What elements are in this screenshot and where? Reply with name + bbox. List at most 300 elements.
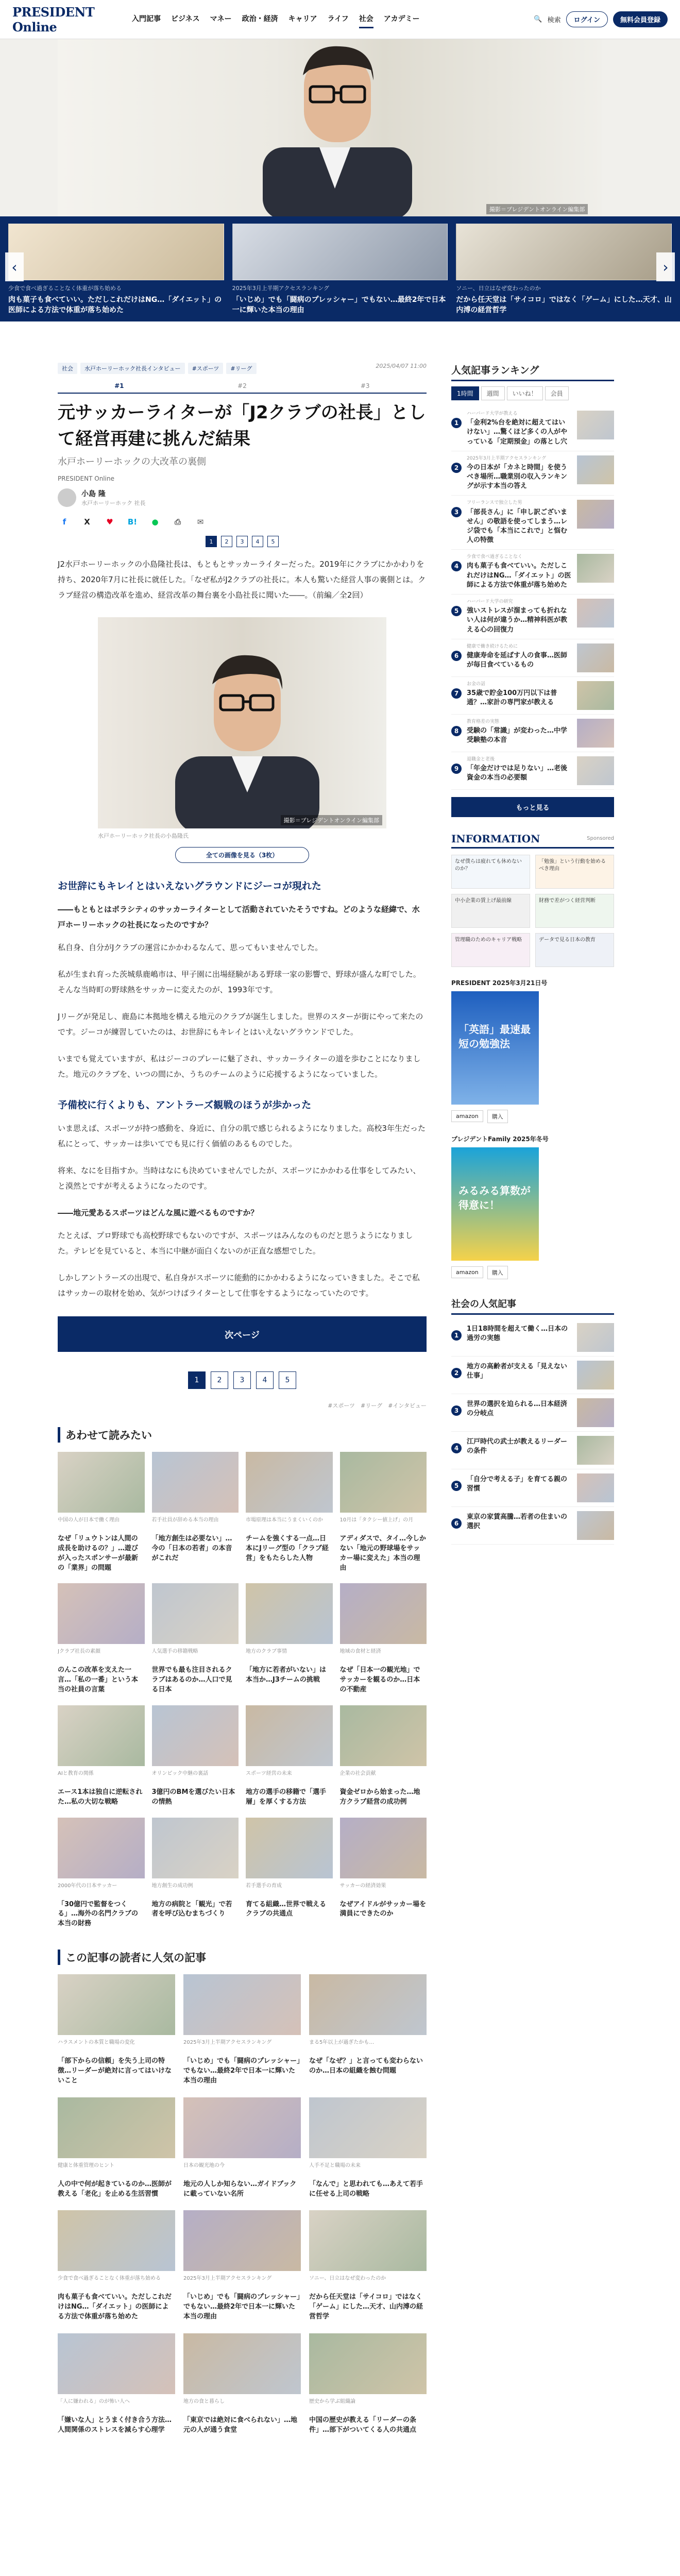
article-subtitle: 水戸ホーリーホックの大改革の裏側 — [58, 456, 206, 467]
social-ranking-title: 地方の高齢者が支える「見えない仕事」 — [467, 1362, 568, 1380]
popular-card[interactable] — [58, 1974, 175, 2086]
recommend-thumbnail — [58, 1583, 145, 1644]
recommend-card-title: 地方の選手の移籍で「選手層」を厚くする方法 — [246, 1788, 327, 1806]
figure-person-illustration — [98, 617, 386, 828]
page-link-4[interactable]: 4 — [252, 536, 263, 547]
all-images-button[interactable]: 全ての画像を見る（3枚） — [175, 847, 309, 863]
recommend-card-title: 「地方創生は必要ない」…今の「日本の若者」の本音がこれだ — [151, 1535, 232, 1562]
magazine-label: PRESIDENT 2025年3月21日号 — [451, 979, 548, 987]
recommend-card-title: なぜ「日本一の観光地」でサッカーを観るのか…日本の不動産 — [339, 1666, 420, 1694]
popular-thumbnail — [58, 2097, 175, 2158]
x-icon[interactable]: X — [84, 517, 90, 527]
ranking-title: 健康寿命を延ばす人の食事…医師が毎日食べているもの — [467, 651, 568, 669]
article-tags[interactable]: #スポーツ #リーグ #インタビュー — [328, 1402, 427, 1409]
nav-item-money[interactable]: マネー — [210, 15, 232, 23]
recommend-card-title: 3億円のBMを選びたい日本の情熱 — [151, 1788, 235, 1806]
author-block[interactable] — [58, 488, 427, 507]
page-link-2[interactable]: 2 — [221, 536, 232, 547]
social-ranking-item[interactable] — [451, 1319, 614, 1357]
magazine-buy-row — [451, 1266, 614, 1279]
recommend-card-title: アディダスで、タイ…今しかない「地元の野球場をサッカー場に変えた」本当の理由 — [339, 1535, 426, 1572]
print-icon[interactable]: ⎙ — [174, 517, 181, 527]
social-ranking-number: 1 — [451, 1330, 462, 1341]
popular-desc: ソニー、日立はなぜ変わったのか — [309, 2276, 386, 2282]
popular-card-title: 「なんで」と思われても…あえて若手に任せる上司の戦略 — [309, 2180, 423, 2198]
ranking-item[interactable] — [451, 406, 614, 451]
social-ranking-number: 2 — [451, 1368, 462, 1378]
recommend-card-title: 育てる組織…世界で戦えるクラブの共通点 — [246, 1900, 327, 1918]
social-ranking-thumbnail — [577, 1361, 614, 1389]
recommend-thumbnail — [58, 1818, 145, 1878]
recommend-card-title: 地方の病院と「観光」で若者を呼び込むまちづくり — [151, 1900, 232, 1918]
information-title: INFORMATION — [451, 832, 540, 845]
ranking-item[interactable] — [451, 451, 614, 496]
social-ranking-list — [451, 1319, 614, 1545]
ranking-thumbnail — [577, 756, 614, 785]
ranking-item[interactable] — [451, 752, 614, 790]
social-ranking-title: 社会の人気記事 — [451, 1297, 614, 1315]
chevron-left-icon[interactable]: ‹ — [5, 252, 24, 281]
page-link-5[interactable]: 5 — [279, 1371, 296, 1389]
body-paragraph: いまでも覚えていますが、私はジーコのプレーに魅了され、サッカーライターの道を歩むことになりました。地元のクラブを、いつの間にか、うちのチームのように応援するようになっていました。 — [58, 1054, 421, 1079]
breadcrumb — [58, 363, 427, 374]
recommend-thumbnail — [246, 1452, 333, 1513]
body-paragraph: いま思えば、スポーツが持つ感動を、身近に、自分の肌で感じられるようになりました。高校3年生だった私にとって、サッカーは歩いてでも見に行く価値のあるものでした。 — [58, 1124, 426, 1148]
popular-card-title: 「いじめ」でも「闘病のプレッシャー」でもない…最終2年で日本一に輝いた本当の理由 — [183, 2057, 300, 2084]
sidebar — [451, 363, 614, 2435]
social-ranking-item[interactable] — [451, 1432, 614, 1469]
header-actions — [534, 11, 668, 27]
social-ranking-title: 世界の選択を迫られる…日本経済の分岐点 — [467, 1400, 568, 1417]
popular-card[interactable] — [58, 2097, 175, 2199]
recommend-thumbnail — [58, 1705, 145, 1766]
popular-card-title: 地元の人しか知らない…ガイドブックに載っていない名所 — [183, 2180, 297, 2198]
recommend-card[interactable] — [58, 1583, 145, 1695]
article-lead: J2水戸ホーリーホックの小島隆社長は、もともとサッカーライターだった。2019年にクラブにかかわりを持ち、2020年7月に社長に就任した。「なぜ私がJ2クラブの社長に。本人も驚いた経営人事の裏側とは。クラブ経営の構造改革を進め、経営改革の舞台裏を小島社長に聞いた――。（前編／全2回） — [58, 560, 426, 600]
ranking-number: 2 — [451, 463, 462, 473]
info-ad[interactable]: 「勉強」という行動を始めるべき理由 — [535, 855, 614, 889]
social-ranking-item[interactable] — [451, 1469, 614, 1507]
buy-button[interactable]: 購入 — [487, 1266, 508, 1279]
recommend-desc: 2000年代の日本サッカー — [58, 1883, 117, 1889]
social-ranking-thumbnail — [577, 1436, 614, 1465]
popular-desc: 人手不足と職場の未来 — [309, 2162, 361, 2168]
magazine-cover[interactable]: みるみる算数が得意に！ — [451, 1147, 539, 1261]
recommend-desc: サッカーの経済効果 — [339, 1883, 386, 1889]
recommend-desc: 10月は「タクシー値上げ」の月 — [339, 1517, 414, 1523]
ranking-number: 3 — [451, 507, 462, 517]
body-paragraph: 将来、なにを目指すか。当時はなにも決めていませんでしたが、スポーツにかかわる仕事をしてみたい、と漠然とですが考えるようになったのです。 — [58, 1166, 421, 1191]
ranking-desc: 退職金と老後 — [467, 756, 495, 762]
carousel-category: 2025年3月上半期アクセスランキング — [232, 285, 330, 292]
page-link-1[interactable]: 1 — [206, 536, 217, 547]
ranking-title: 受験の「常識」が変わった…中学受験塾の本音 — [467, 726, 567, 744]
article-figure[interactable] — [98, 617, 386, 828]
recommend-desc: 中国の人が日本で働く理由 — [58, 1517, 120, 1523]
popular-thumbnail — [183, 1974, 301, 2035]
social-ranking-title: 江戸時代の武士が教えるリーダーの条件 — [467, 1437, 568, 1455]
ranking-tab-hour[interactable]: 1時間 — [451, 386, 479, 400]
hero-person-illustration — [242, 39, 428, 216]
recommend-card-title: エース1本は独自に逆転された…私の大切な戦略 — [58, 1788, 143, 1806]
recommend-card[interactable] — [246, 1452, 333, 1573]
carousel-card[interactable] — [456, 224, 672, 314]
ranking-number: 1 — [451, 418, 462, 428]
login-button[interactable]: ログイン — [566, 11, 608, 27]
recommend-card-title: なぜ「リュウトンは人間の成長を助けるの？」…遊びが入ったスポンサーが最新の「業界」の問題 — [58, 1535, 139, 1572]
figure-caption: 水戸ホーリーホック社長の小島隆氏 — [98, 833, 189, 839]
crumb-series[interactable]: 水戸ホーリーホック社長インタビュー — [80, 363, 185, 374]
ranking-thumbnail — [577, 681, 614, 710]
popular-card-title: 肉も菓子も食べていい。ただしこれだけはNG…「ダイエット」の医師による方法で体重が落ち始めた — [58, 2293, 172, 2321]
body-paragraph: たとえば、プロ野球でも高校野球でもないのですが、スポーツはみんなのものだと思うようになりました。テレビを見ていると、本当に中継が面白くないのが正直な感想でした。 — [58, 1231, 413, 1256]
magazine-label: プレジデントFamily 2025年冬号 — [451, 1135, 549, 1143]
recommend-card-title: のんこの改革を支えた一言…「私の一番」という本当の社員の言葉 — [58, 1666, 139, 1694]
page-link-2[interactable]: 2 — [211, 1371, 228, 1389]
popular-thumbnail — [183, 2333, 301, 2394]
magazine-cover[interactable]: 「英語」最速最短の勉強法 — [451, 991, 539, 1105]
ranking-desc: お金の話 — [467, 681, 486, 687]
recommend-desc: 地域の食材と経済 — [339, 1649, 381, 1655]
recommend-card-title: 世界でも最も注目されるクラブはあるのか…人口で見る日本 — [151, 1666, 232, 1694]
ranking-text — [467, 756, 572, 785]
recommend-card[interactable] — [246, 1705, 333, 1807]
ranking-title: 今の日本が「カネと時間」を使うべき場所…職業別の収入ランキングが示す本当の答え — [467, 463, 568, 490]
recommend-desc: 人気選手の移籍戦略 — [151, 1649, 198, 1655]
social-ranking-title: 「自分で考える子」を育てる親の習慣 — [467, 1475, 568, 1493]
popular-thumbnail — [309, 1974, 427, 2035]
site-header — [0, 0, 680, 39]
popular-card[interactable] — [58, 2333, 175, 2435]
popular-desc: 健康と体重管理のヒント — [58, 2162, 114, 2168]
recommend-card[interactable] — [340, 1583, 427, 1695]
chevron-right-icon[interactable]: › — [656, 252, 675, 281]
popular-thumbnail — [183, 2210, 301, 2271]
ranking-thumbnail — [577, 554, 614, 583]
ranking-title: 「部長さん」に「申し訳ございません」の敬語を使ってしまう…レジ袋でも「本当にこれで」と悩む人の特徴 — [467, 508, 568, 545]
crumb-tag-sports[interactable]: #スポーツ — [188, 363, 224, 374]
page-link-1[interactable]: 1 — [188, 1371, 206, 1389]
popular-card[interactable] — [309, 2097, 427, 2199]
social-ranking-number: 3 — [451, 1405, 462, 1416]
popular-card-title: 「いじめ」でも「闘病のプレッシャー」でもない…最終2年で日本一に輝いた本当の理由 — [183, 2293, 300, 2321]
carousel-image — [232, 224, 448, 280]
recommend-card[interactable] — [340, 1818, 427, 1929]
recommend-desc: 若手社員が辞める本当の理由 — [151, 1517, 219, 1523]
carousel-card[interactable] — [232, 224, 448, 314]
popular-thumbnail — [309, 2333, 427, 2394]
page-link-4[interactable]: 4 — [256, 1371, 274, 1389]
page-tab-1[interactable]: #1 — [114, 382, 124, 389]
crumb-tag-league[interactable]: #リーグ — [226, 363, 256, 374]
ranking-tab-like[interactable]: いいね！ — [507, 386, 543, 400]
page-link-3[interactable]: 3 — [233, 1371, 251, 1389]
ranking-desc: 教育格差の実態 — [467, 719, 500, 724]
facebook-icon[interactable]: f — [62, 517, 66, 527]
recommend-title: あわせて読みたい — [58, 1427, 427, 1443]
ranking-desc: フリーランスで独立した男 — [467, 500, 522, 506]
info-ad[interactable]: なぜ僕らは疲れても休めないのか？ — [451, 855, 530, 889]
recommend-desc: 地方創生の成功例 — [151, 1883, 193, 1889]
ranking-item[interactable] — [451, 595, 614, 639]
section-heading: 予備校に行くよりも、アントラーズ観戦のほうが歩かった — [58, 1099, 312, 1111]
popular-card[interactable] — [58, 2210, 175, 2322]
popular-card-title: なぜ「なぜ？」と言っても変わらないのか…日本の組織を蝕む問題 — [309, 2057, 423, 2075]
information-header — [451, 833, 614, 849]
ranking-tabs — [451, 386, 614, 400]
info-ad[interactable]: 中小企業の賃上げ最前線 — [451, 894, 530, 928]
search-icon[interactable]: 🔍 — [534, 15, 542, 23]
ranking-desc: ハーバード大学が教える — [467, 411, 518, 416]
recommend-card[interactable] — [58, 1818, 145, 1929]
page-link-5[interactable]: 5 — [267, 536, 279, 547]
carousel-title: だから任天堂は「サイコロ」ではなく「ゲーム」にした…天才、山内溥の経営哲学 — [456, 296, 672, 315]
hero-image — [0, 39, 680, 216]
ranking-title: 「金利2%台を絶対に超えてはいけない」…驚くほど多くの人がやっている「定期預金」の落とし穴 — [467, 419, 568, 446]
share-bar — [58, 515, 427, 529]
recommend-thumbnail — [246, 1818, 333, 1878]
article-column — [58, 363, 427, 2435]
popular-desc: 日本の観光地の今 — [183, 2162, 225, 2168]
body-paragraph: 私自身、自分がJクラブの運営にかかわるなんて、思ってもいませんでした。 — [58, 943, 323, 952]
recommend-thumbnail — [152, 1583, 239, 1644]
ranking-text — [467, 643, 572, 672]
popular-thumbnail — [183, 2097, 301, 2158]
body-paragraph: しかしアントラーズの出現で、私自身がスポーツに能動的にかかわるようになっていきました。そこで私はサッカーの取材を始め、気がつけばライターとして仕事をするようになっていたのです。 — [58, 1273, 420, 1298]
social-ranking-text — [467, 1511, 572, 1540]
popular-desc: 「人に嫌われる」のが怖い人へ — [58, 2398, 130, 2404]
ranking-text — [467, 599, 572, 635]
next-page-button[interactable]: 次ページ — [58, 1316, 427, 1352]
recommend-desc: AIと教育の関係 — [58, 1770, 94, 1776]
popular-desc: 2025年3月上半期アクセスランキング — [183, 2040, 272, 2046]
social-ranking-thumbnail — [577, 1473, 614, 1502]
social-ranking-text — [467, 1323, 572, 1352]
ranking-thumbnail — [577, 411, 614, 439]
info-ad[interactable]: データで見る日本の教育 — [535, 933, 614, 967]
ranking-desc: 健康で働き続けるために — [467, 643, 518, 649]
nav-item-society[interactable]: 社会 — [359, 10, 373, 28]
avatar — [58, 488, 76, 507]
recommend-card[interactable] — [152, 1452, 239, 1573]
recommend-desc: 地方のクラブ事情 — [246, 1649, 287, 1655]
popular-title: この記事の読者に人気の記事 — [58, 1950, 427, 1965]
social-ranking-title: 1日18時間を超えて働く…日本の過労の実態 — [467, 1325, 568, 1342]
social-ranking-number: 6 — [451, 1518, 462, 1529]
article-title: 元サッカーライターが「J2クラブの社長」として経営再建に挑んだ結果 — [58, 402, 426, 449]
ranking-desc: ハーバード大学の研究 — [467, 599, 513, 604]
info-ad[interactable]: 財務で差がつく経営判断 — [535, 894, 614, 928]
recommend-desc: 企業の社会貢献 — [339, 1770, 376, 1776]
body-paragraph: Jリーグが発足し、鹿島に本拠地を構える地元のクラブが誕生しました。世界のスターが街にやって来たのです。ジーコが練習していたのは、お世辞にもキレイとはいえないグラウンドでした。 — [58, 1012, 423, 1037]
carousel-title: 肉も菓子も食べていい。ただしこれだけはNG…「ダイエット」の医師による方法で体重が落ち始めた — [8, 296, 222, 315]
popular-card[interactable] — [183, 2333, 301, 2435]
popular-thumbnail — [58, 2210, 175, 2271]
ranking-number: 5 — [451, 606, 462, 616]
social-ranking-text — [467, 1436, 572, 1465]
popular-card[interactable] — [309, 2333, 427, 2435]
recommend-card[interactable] — [58, 1452, 145, 1573]
page-nav-bottom — [58, 1371, 427, 1389]
recommend-card[interactable] — [152, 1818, 239, 1929]
carousel-image — [8, 224, 224, 280]
social-ranking-thumbnail — [577, 1323, 614, 1352]
ranking-thumbnail — [577, 599, 614, 628]
popular-card-title: 中国の歴史が教える「リーダーの条件」…部下がついてくる人の共通点 — [309, 2416, 417, 2434]
popular-thumbnail — [309, 2097, 427, 2158]
nav-item-academy[interactable]: アカデミー — [383, 15, 420, 23]
popular-desc: まる5年以上が過ぎたかも… — [309, 2040, 375, 2046]
ranking-number: 4 — [451, 561, 462, 571]
buy-button[interactable]: 購入 — [487, 1110, 508, 1123]
recommend-thumbnail — [246, 1705, 333, 1766]
popular-thumbnail — [309, 2210, 427, 2271]
main-nav — [132, 10, 534, 28]
popular-card[interactable] — [309, 1974, 427, 2086]
interview-question: ――もともとはポラシティのサッカーライターとして活動されていたそうですね。どのような経緯で、水戸ホーリーホックの社長になったのですか？ — [58, 905, 420, 929]
recommend-desc: Jクラブ社長の素顔 — [58, 1649, 100, 1655]
carousel-category: 少食で食べ過ぎることなく体重が落ち始める — [8, 285, 122, 292]
ranking-title: 35歳で貯金100万円以下は普通？…家計の専門家が教える — [467, 689, 557, 707]
ranking-item[interactable] — [451, 496, 614, 550]
ranking-item[interactable] — [451, 677, 614, 715]
ranking-item[interactable] — [451, 550, 614, 595]
article-page-tabs — [58, 379, 427, 394]
recommend-card[interactable] — [340, 1452, 427, 1573]
ranking-item[interactable] — [451, 639, 614, 677]
ranking-tab-member[interactable]: 会員 — [545, 386, 569, 400]
info-ads — [451, 855, 614, 967]
recommend-desc: 市場原理は本当にうまくいくのか — [246, 1517, 323, 1523]
publish-date: 2025/04/07 11:00 — [376, 363, 427, 369]
popular-desc: 2025年3月上半期アクセスランキング — [183, 2276, 272, 2282]
recommend-card[interactable] — [246, 1583, 333, 1695]
popular-grid — [58, 1974, 427, 2435]
ranking-title: 強いストレスが溜まっても折れない人は何が違うか…精神科医が教える心の回復力 — [467, 607, 568, 634]
recommend-card-title: 資金ゼロから始まった…地方クラブ経営の成功例 — [339, 1788, 420, 1806]
ranking-text — [467, 554, 572, 590]
recommend-thumbnail — [340, 1818, 427, 1878]
recommend-desc: スポーツ経営の未来 — [246, 1770, 292, 1776]
ranking-thumbnail — [577, 455, 614, 484]
popular-desc: 少食で食べ過ぎることなく体重が落ち始める — [58, 2276, 161, 2282]
recommend-card[interactable] — [152, 1705, 239, 1807]
info-ad[interactable]: 管理職のためのキャリア戦略 — [451, 933, 530, 967]
page-tab-3[interactable]: #3 — [360, 382, 370, 389]
social-ranking-text — [467, 1473, 572, 1502]
popular-desc: 地方の食と暮らし — [183, 2398, 225, 2404]
recommend-card[interactable] — [152, 1583, 239, 1695]
line-icon[interactable]: ● — [151, 517, 159, 527]
recommend-card-title: 「30億円で監督をつくる」…海外の名門クラブの本当の財務 — [58, 1900, 139, 1928]
ranking-title: 肉も菓子も食べていい。ただしこれだけはNG…「ダイエット」の医師による方法で体重が落ち始めた — [467, 562, 571, 589]
popular-card-title: 「部下からの信頼」を失う上司の特徴…リーダーが絶対に言ってはいけないこと — [58, 2057, 172, 2084]
interview-question: ――地元愛あるスポーツはどんな風に遊べるものですか？ — [58, 1208, 259, 1217]
popular-card[interactable] — [309, 2210, 427, 2322]
content-area — [0, 363, 680, 2435]
magazine-buy-row — [451, 1110, 614, 1123]
recommend-card[interactable] — [58, 1705, 145, 1807]
ranking-text — [467, 411, 572, 447]
section-heading: お世辞にもキレイとはいえないグラウンドにジーコが現れた — [58, 880, 321, 892]
ranking-tab-week[interactable]: 週間 — [481, 386, 505, 400]
more-ranking-button[interactable]: もっと見る — [451, 797, 614, 817]
ranking-text — [467, 719, 572, 748]
nav-item-business[interactable]: ビジネス — [171, 15, 200, 23]
ranking-thumbnail — [577, 719, 614, 748]
carousel-card[interactable] — [8, 224, 224, 314]
ranking-number: 6 — [451, 651, 462, 661]
nav-item-life[interactable]: ライフ — [327, 15, 349, 23]
popular-card-title: 「東京では絶対に食べられない」…地元の人が通う食堂 — [183, 2416, 298, 2434]
mail-icon[interactable]: ✉ — [197, 517, 204, 527]
popular-thumbnail — [58, 2333, 175, 2394]
ranking-thumbnail — [577, 643, 614, 672]
recommend-thumbnail — [340, 1452, 427, 1513]
ranking-thumbnail — [577, 500, 614, 529]
recommend-card[interactable] — [246, 1818, 333, 1929]
recommend-thumbnail — [340, 1583, 427, 1644]
carousel-category: ソニー、日立はなぜ変わったのか — [456, 285, 541, 292]
ranking-text — [467, 455, 572, 492]
nav-item-intro[interactable]: 入門記事 — [132, 15, 161, 23]
sponsored-label: Sponsored — [587, 836, 614, 842]
popular-desc: ハラスメントの本質と職場の変化 — [58, 2040, 135, 2046]
ranking-title: 人気記事ランキング — [451, 363, 614, 381]
page-link-3[interactable]: 3 — [236, 536, 248, 547]
search-label[interactable]: 検索 — [547, 16, 561, 24]
author-role: 水戸ホーリーホック 社長 — [81, 500, 146, 506]
popular-desc: 歴史から学ぶ組織論 — [309, 2398, 355, 2404]
popular-card[interactable] — [183, 1974, 301, 2086]
site-logo[interactable]: PRESIDENT Online — [12, 4, 95, 35]
social-ranking-number: 5 — [451, 1481, 462, 1491]
recommend-thumbnail — [152, 1705, 239, 1766]
page-tab-2[interactable]: #2 — [237, 382, 247, 389]
social-ranking-item[interactable] — [451, 1357, 614, 1394]
popular-card[interactable] — [183, 2210, 301, 2322]
figure-credit: 撮影＝プレジデントオンライン編集部 — [281, 815, 382, 825]
social-ranking-text — [467, 1398, 572, 1427]
recommend-desc: 若手選手の育成 — [246, 1883, 282, 1889]
recommend-card-title: なぜアイドルがサッカー場を満員にできたのか — [339, 1900, 427, 1918]
crumb-society[interactable]: 社会 — [58, 363, 77, 374]
nav-item-politics[interactable]: 政治・経済 — [242, 15, 278, 23]
carousel-image — [456, 224, 672, 280]
pocket-icon[interactable]: ♥ — [106, 517, 113, 527]
ranking-desc: 2025年3月上半期アクセスランキング — [467, 455, 547, 461]
popular-card[interactable] — [183, 2097, 301, 2199]
recommend-thumbnail — [246, 1583, 333, 1644]
body-paragraph: 私が生まれ育った茨城県鹿嶋市は、甲子園に出場経験がある野球一家の影響で、野球が盛んな町でした。そんな当時町の野球熱をサッカーに変えたのが、1993年です。 — [58, 970, 421, 994]
nav-item-career[interactable]: キャリア — [288, 15, 317, 23]
amazon-button[interactable]: amazon — [451, 1110, 483, 1122]
amazon-button[interactable]: amazon — [451, 1266, 483, 1278]
recommend-card-title: チームを強くする一点…日本にJリーグ型の「クラブ経営」をもたらした人物 — [246, 1535, 329, 1562]
ranking-desc: 少食で食べ過ぎることなく — [467, 554, 523, 560]
ranking-item[interactable] — [451, 715, 614, 752]
hero-caption: 撮影＝プレジデントオンライン編集部 — [486, 204, 588, 214]
recommend-card[interactable] — [340, 1705, 427, 1807]
subscribe-button[interactable]: 無料会員登録 — [613, 11, 668, 27]
social-ranking-item[interactable] — [451, 1394, 614, 1432]
popular-card-title: 人の中で何が起きているのか…医師が教える「老化」を止める生活習慣 — [58, 2180, 172, 2198]
recommend-thumbnail — [58, 1452, 145, 1513]
social-ranking-item[interactable] — [451, 1507, 614, 1545]
page-nav-top — [58, 536, 427, 547]
ranking-number: 7 — [451, 688, 462, 699]
hatena-icon[interactable]: B! — [127, 517, 138, 527]
